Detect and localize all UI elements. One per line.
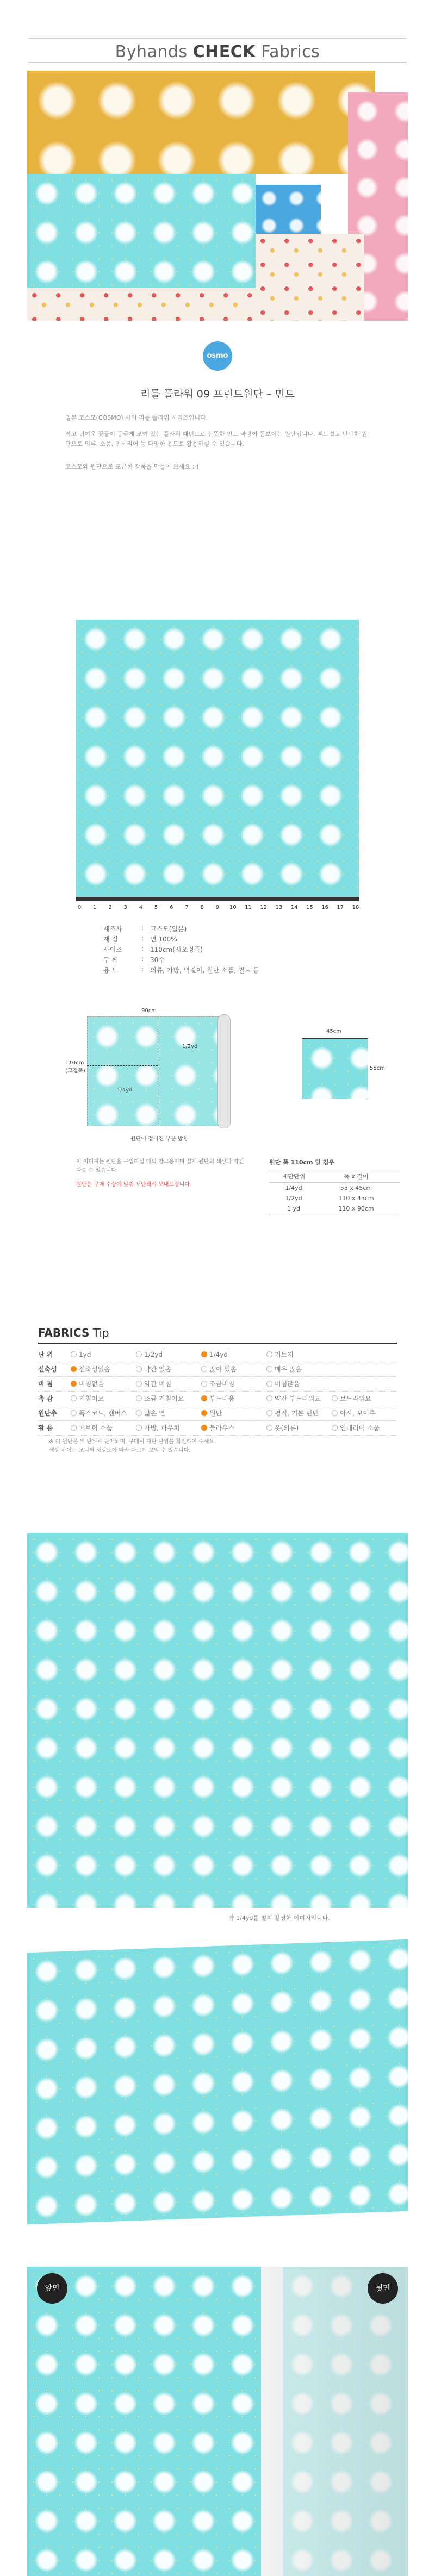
selected-dot-icon: [71, 1381, 77, 1387]
page-header: [0, 0, 435, 72]
photo-caption: 약 1/4yd를 펼쳐 촬영한 이미지입니다.: [228, 1914, 330, 1922]
ruler-label: 2: [108, 905, 112, 910]
spec-key: 재 질: [103, 935, 118, 943]
tip-row-label: 비 침: [38, 1380, 53, 1388]
note-1: 이 이미지는 원단을 구입하실 때의 참고용이며 실제 원단의 색상과 약간 다를 수 있습니다.: [76, 1159, 244, 1174]
spec-row: 두 께 : 30수: [103, 955, 332, 965]
size-table-title: 원단 폭 110cm 일 경우: [269, 1159, 335, 1166]
height-label: 110cm (고정폭): [65, 1060, 85, 1074]
tip-row-label: 촉 감: [38, 1395, 53, 1402]
spec-row: 재 질 : 면 100%: [103, 934, 332, 945]
tip-row: [38, 1420, 397, 1436]
ruler-label: 13: [275, 905, 283, 910]
header-brand: Byhands: [115, 42, 188, 61]
header-bottom-rule: [28, 62, 407, 63]
tip-row: [38, 1347, 397, 1362]
back-badge: 뒷면: [368, 2273, 398, 2304]
size-table-row: 1 yd 110 x 90cm: [269, 1203, 400, 1214]
dot-icon: [266, 1425, 272, 1431]
tip-option: 조금비침: [201, 1379, 266, 1388]
dot-icon: [332, 1425, 338, 1431]
dot-icon: [332, 1395, 338, 1401]
spec-key: 두 께: [103, 956, 118, 964]
spec-value: 의류, 가방, 벽걸이, 원단 소품, 퀼트 등: [150, 966, 259, 974]
dot-icon: [201, 1366, 207, 1372]
half-yard-label: 1/2yd: [182, 1044, 198, 1050]
dot-icon: [266, 1410, 272, 1416]
ruler-label: 16: [321, 905, 328, 910]
tip-row-label: 원단추: [38, 1409, 57, 1417]
spec-key: 제조사: [103, 925, 122, 933]
tip-row-label: 신축성: [38, 1365, 57, 1373]
dot-icon: [136, 1425, 142, 1431]
tip-option: 아사, 보이루: [332, 1408, 397, 1418]
brand-logo: osmo: [203, 341, 232, 371]
cut-piece-sample: [302, 1038, 368, 1099]
tip-option: 가방, 파우치: [136, 1423, 201, 1432]
tip-option: 1yd: [71, 1351, 136, 1358]
notes: [76, 1158, 245, 1189]
dot-icon: [71, 1395, 77, 1401]
header-rest: Fabrics: [261, 42, 320, 61]
product-desc-1: 일본 코스모(COSMO) 사의 리틀 플라워 시리즈입니다.: [65, 414, 208, 421]
small-height-label: 55cm: [370, 1065, 385, 1071]
fabric-mustard: [27, 71, 375, 174]
ruler-label: 0: [77, 905, 82, 910]
tip-option: 폭스코트, 캔버스: [71, 1408, 136, 1418]
hero-fabric-photo: [27, 71, 408, 321]
dot-icon: [332, 1410, 338, 1416]
product-title: 리틀 플라워 09 프린트원단 – 민트: [140, 388, 295, 400]
fabric-roll: [217, 1014, 231, 1128]
header-highlight: CHECK: [192, 42, 256, 61]
spec-key: 사이즈: [103, 946, 122, 953]
tip-option: 블라우스: [201, 1423, 266, 1432]
selected-dot-icon: [71, 1366, 77, 1372]
dot-icon: [71, 1410, 77, 1416]
size-table-row: 1/4yd 55 x 45cm: [285, 1184, 372, 1192]
dot-icon: [266, 1351, 272, 1357]
dot-icon: [136, 1395, 142, 1401]
header-title: [0, 42, 435, 61]
tip-option: 조금 거칠어요: [136, 1394, 201, 1403]
tip-row: [38, 1376, 397, 1392]
ruler-label: 4: [139, 905, 143, 910]
size-table-row: 1/2yd 110 x 45cm: [285, 1195, 374, 1202]
tip-option: 약간 부드러워요: [266, 1394, 332, 1403]
selected-dot-icon: [201, 1410, 207, 1416]
tip-option: 얇은 면: [136, 1408, 201, 1418]
product-desc-2: 작고 귀여운 꽃들이 둥글게 모여 있는 플라워 패턴으로 산뜻한 민트 바탕이 돋보이는 원단입니다. 부드럽고 탄탄한 원단으로 의류, 소품, 인테리어 등 다양한 용도로 활용하실 수 있습니다.: [65, 431, 368, 447]
dot-icon: [266, 1395, 272, 1401]
ruler-label: 17: [337, 905, 344, 910]
size-table: [269, 1158, 400, 1214]
tip-option: 신축성없음: [71, 1364, 136, 1374]
tip-option: 1/2yd: [136, 1351, 201, 1358]
ruler-graphic: [76, 897, 359, 911]
header-top-rule: [28, 38, 407, 39]
selected-dot-icon: [201, 1351, 207, 1357]
tip-option: 비침많음: [266, 1379, 332, 1388]
tip-option: 약간 있음: [136, 1364, 201, 1374]
tip-option: 패브릭 소품: [71, 1423, 136, 1432]
dot-icon: [71, 1351, 77, 1357]
note-2: 원단은 구매 수량에 맞춰 재단해서 보내드립니다.: [76, 1182, 192, 1188]
spec-list: [103, 924, 332, 976]
ruler-label: 1: [93, 905, 97, 910]
ruler-label: 18: [352, 905, 359, 910]
front-badge: 앞면: [37, 2273, 67, 2304]
fabric-cream-bottom: [27, 288, 256, 321]
product-desc-3: 코스모와 원단으로 포근한 작품을 만들어 보세요 :-): [65, 463, 199, 470]
tip-rule: [38, 1343, 397, 1344]
tip-option: 비침없음: [71, 1379, 136, 1388]
selected-dot-icon: [201, 1425, 207, 1431]
spec-row: 제조사 : 코스모(일본): [103, 924, 332, 934]
tip-option: 매우 많음: [266, 1364, 332, 1374]
spec-value: 110cm(시오정폭): [150, 946, 203, 953]
tip-option: 약간 비침: [136, 1379, 201, 1388]
tip-option: 거칠어요: [71, 1394, 136, 1403]
fabric-photo-front-back: [27, 2267, 408, 2576]
width-label: 90cm: [141, 1008, 157, 1014]
ruler-label: 8: [200, 905, 204, 910]
front-side: [27, 2267, 261, 2576]
ruler-label: 5: [154, 905, 158, 910]
ruler: [76, 897, 359, 911]
tip-option: 1/4yd: [201, 1351, 266, 1358]
dot-icon: [71, 1425, 77, 1431]
spec-value: 코스모(일본): [150, 925, 187, 933]
diagram-split-h: [87, 1065, 158, 1066]
tip-option: 많이 있음: [201, 1364, 266, 1374]
spec-row: 용 도 : 의류, 가방, 벽걸이, 원단 소품, 퀼트 등: [103, 965, 332, 976]
tip-option: 옷(의류): [266, 1423, 332, 1432]
tip-footnote: ※ 이 원단은 위 단위로 판매되며, 구매시 재단 단위를 확인하여 주세요. 색상 차이는 모니터 해상도에 따라 다르게 보일 수 있습니다.: [49, 1439, 216, 1454]
spec-key: 용 도: [103, 966, 118, 974]
diagram-fabric: [87, 1016, 219, 1126]
tip-row: [38, 1362, 397, 1377]
dot-icon: [136, 1351, 142, 1357]
fabric-photo-folds: [27, 1939, 408, 2224]
tip-row: [38, 1391, 397, 1406]
cut-diagram: [65, 1006, 261, 1147]
ruler-label: 9: [215, 905, 220, 910]
diagram-split-v: [158, 1016, 159, 1125]
dot-icon: [136, 1366, 142, 1372]
ruler-label: 3: [123, 905, 127, 910]
dot-icon: [266, 1366, 272, 1372]
tip-option: 원단: [201, 1408, 266, 1418]
fabric-photo-flat: [27, 1533, 408, 1908]
fabric-cream: [256, 234, 364, 321]
spec-value: 면 100%: [150, 935, 177, 943]
quarter-yard-label: 1/4yd: [117, 1087, 133, 1093]
dot-icon: [136, 1410, 142, 1416]
small-width-label: 45cm: [326, 1028, 341, 1034]
tip-option: 부드러움: [201, 1394, 266, 1403]
tip-option: 커트지: [266, 1350, 332, 1359]
spec-value: 30수: [150, 956, 165, 964]
ruler-label: 11: [245, 905, 252, 910]
selected-dot-icon: [201, 1395, 207, 1401]
ruler-label: 7: [185, 905, 189, 910]
size-table-header: 재단단위 폭 x 길이: [269, 1170, 400, 1183]
ruler-label: 10: [229, 905, 237, 910]
tip-option: 인테리어 소품: [332, 1423, 397, 1432]
dot-icon: [136, 1381, 142, 1387]
tip-row-label: 단 위: [38, 1351, 53, 1358]
dot-icon: [266, 1381, 272, 1387]
tip-title: FABRICS Tip: [38, 1326, 109, 1339]
ruler-label: 15: [306, 905, 313, 910]
ruler-label: 6: [170, 905, 173, 910]
tip-row-label: 활 용: [38, 1424, 53, 1432]
tip-option: 보드라워요: [332, 1394, 397, 1403]
dot-icon: [201, 1381, 207, 1387]
fabric-mint: [27, 174, 256, 304]
tip-row: [38, 1406, 397, 1421]
ruler-label: 14: [290, 905, 298, 910]
tip-option: 평직, 기본 린넨: [266, 1408, 332, 1418]
ruler-label: 12: [260, 905, 268, 910]
fabric-swatch: [76, 620, 359, 897]
fold-direction-text: 원단이 접어진 부분 방향: [130, 1136, 189, 1142]
back-side: [261, 2267, 408, 2576]
spec-row: 사이즈 : 110cm(시오정폭): [103, 945, 332, 955]
